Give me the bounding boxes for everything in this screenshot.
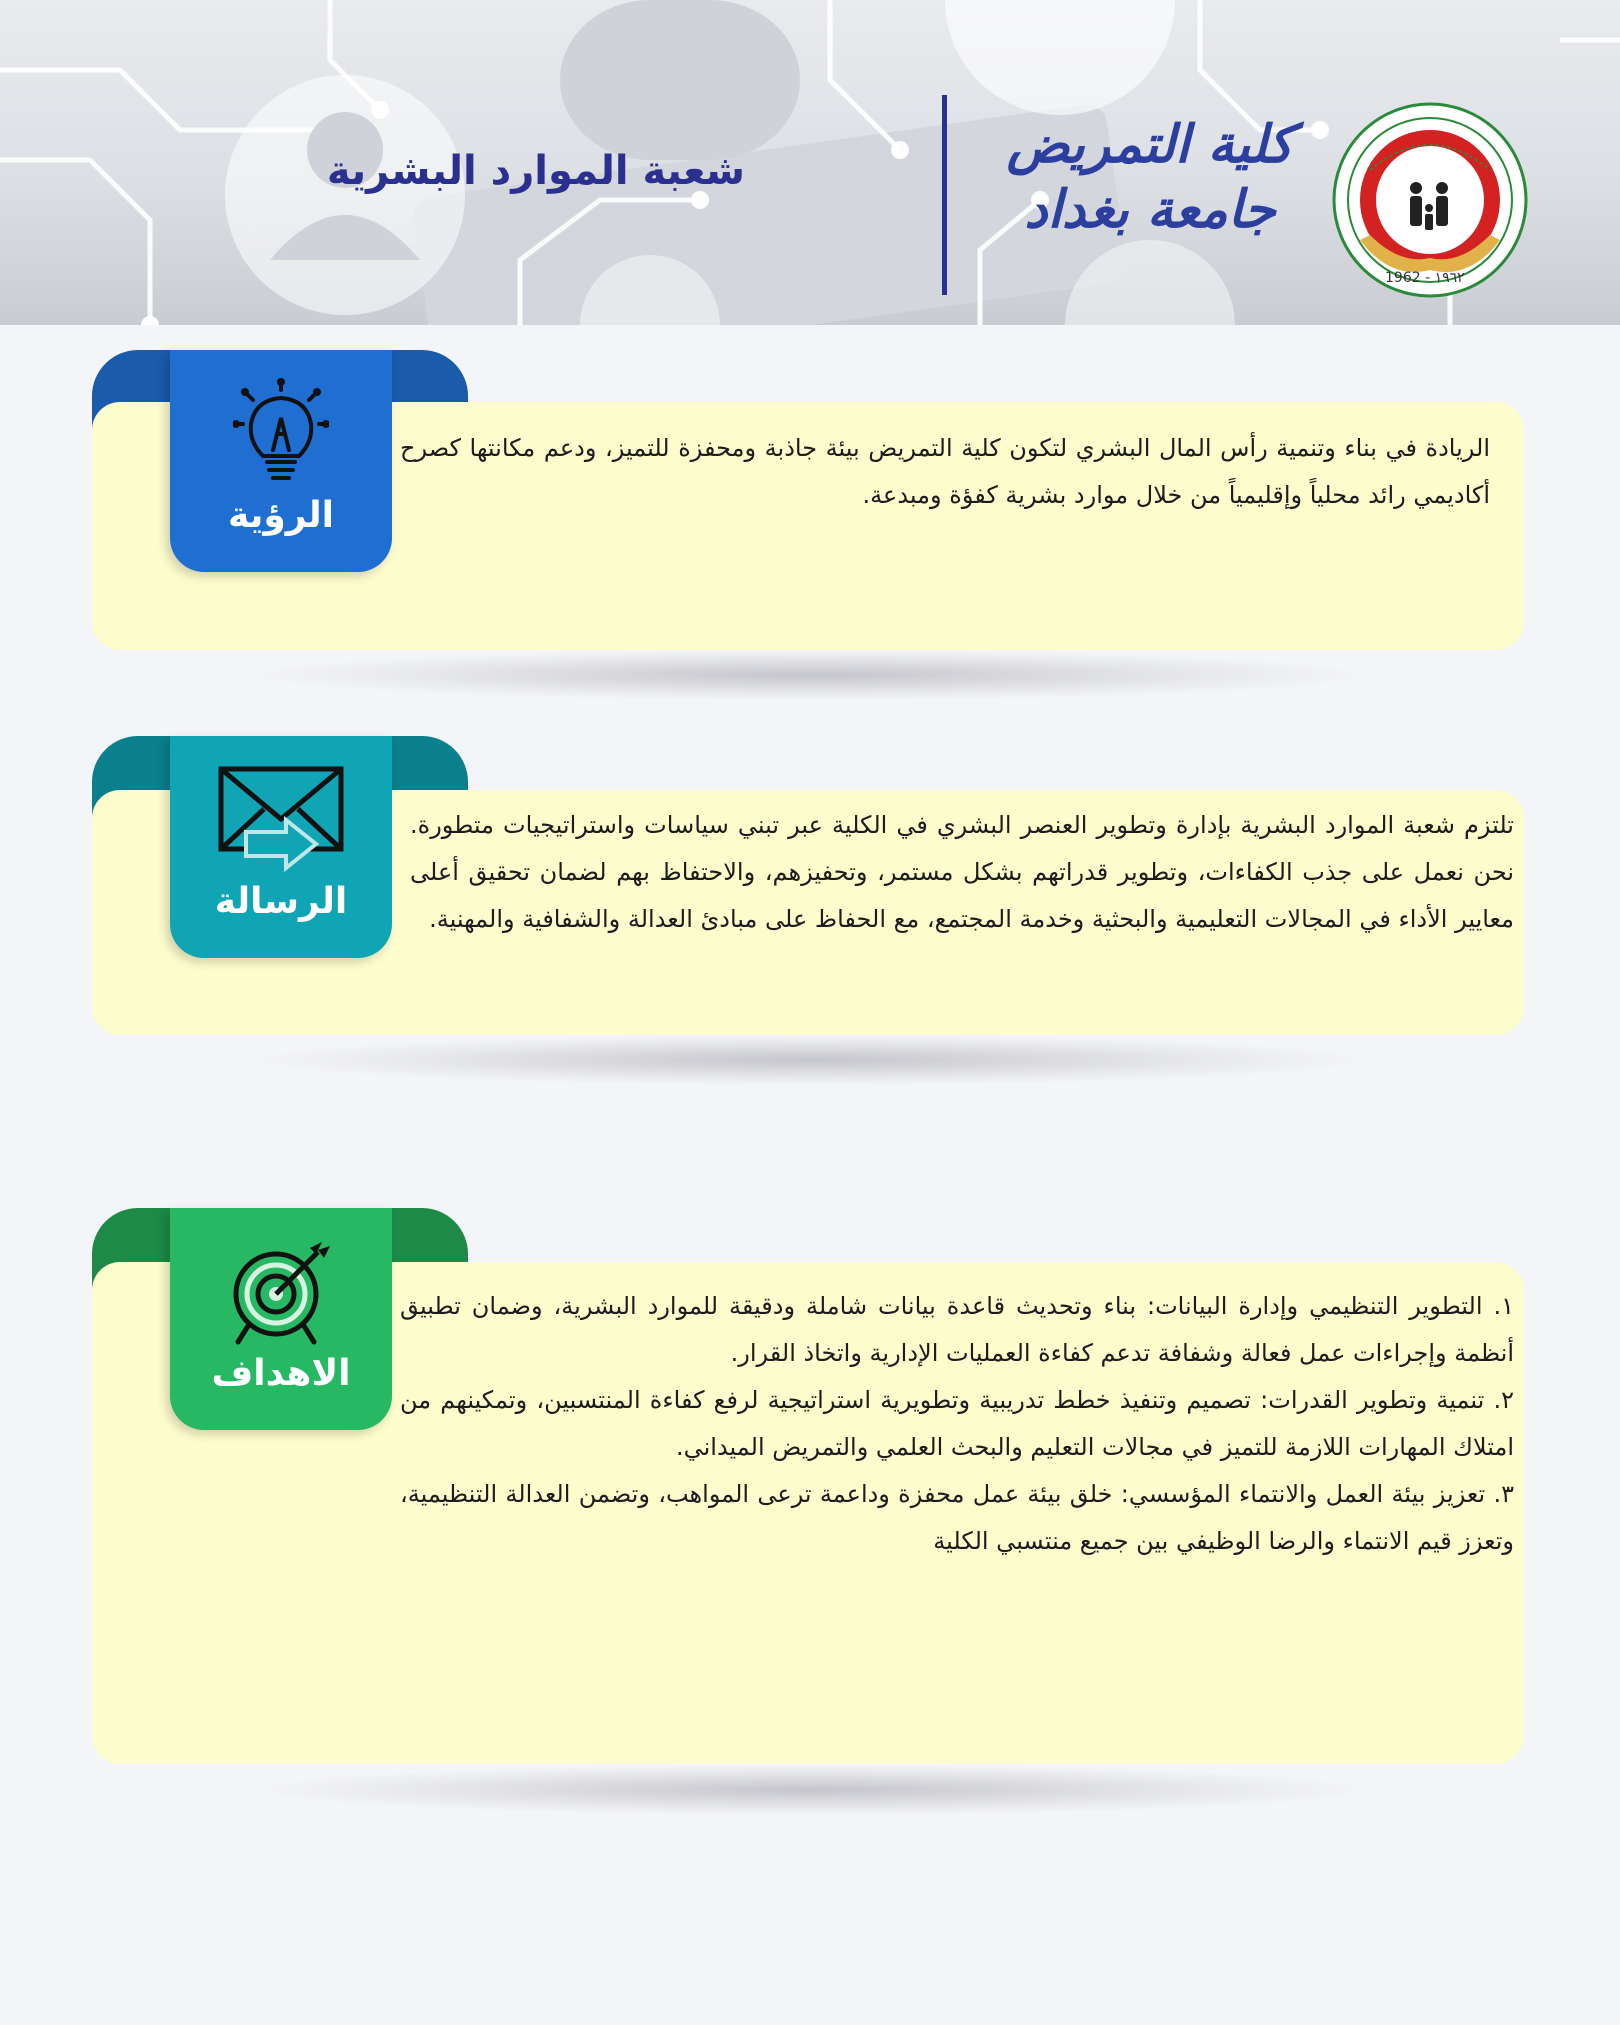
logo-year: 1962 - ١٩٦٢ <box>1385 270 1465 286</box>
vision-label: الرؤية <box>228 495 334 536</box>
goals-list <box>400 1283 1514 1565</box>
mission-badge <box>170 736 392 958</box>
header-banner <box>0 0 1620 325</box>
college-name-line2: جامعة بغداد <box>1024 179 1276 240</box>
person-circle-icon <box>225 75 465 315</box>
goals-badge <box>170 1208 392 1430</box>
goal-item-3: ٣. تعزيز بيئة العمل والانتماء المؤسسي: خلق بيئة عمل محفزة وداعمة ترعى المواهب، وتضمن العدالة التنظيمية، وتعزز قيم الانتماء والرضا الوظيفي بين جميع منتسبي الكلية <box>400 1480 1514 1555</box>
goal-item-1: ١. التطوير التنظيمي وإدارة البيانات: بناء وتحديث قاعدة بيانات شاملة ودقيقة للموارد البشرية، وضمان تطبيق أنظمة وإجراءات عمل فعالة وشفافة تدعم كفاءة العمليات الإدارية واتخاذ القرار. <box>400 1292 1514 1367</box>
college-name-line1: كلية التمريض <box>1006 114 1294 175</box>
mission-text: تلتزم شعبة الموارد البشرية بإدارة وتطوير العنصر البشري في الكلية عبر تبني سياسات واستراتيجيات متطورة. نحن نعمل على جذب الكفاءات، وتطوير قدراتهم بشكل مستمر، وتحفيزهم، والاحتفاظ بهم لضمان تحقيق أعلى معايير الأداء في المجالات التعليمية والبحثية وخدمة المجتمع، مع الحفاظ على مبادئ العدالة والشفافية والمهنية. <box>410 811 1514 933</box>
college-name <box>985 112 1315 242</box>
goals-shadow <box>260 1765 1360 1815</box>
lock-circle-icon <box>945 0 1175 115</box>
vision-shadow <box>260 650 1360 700</box>
mission-shadow <box>260 1035 1360 1085</box>
lightbulb-pen-icon <box>233 378 329 488</box>
goals-label: الاهداف <box>211 1353 351 1394</box>
target-arrow-icon <box>226 1238 336 1348</box>
header-divider <box>942 95 947 295</box>
goal-item-2: ٢. تنمية وتطوير القدرات: تصميم وتنفيذ خطط تدريبية وتطويرية استراتيجية لرفع كفاءة المنتسبين، وتمكينهم من امتلاك المهارات اللازمة للتميز في مجالات التعليم والبحث العلمي والتمريض الميداني. <box>400 1386 1514 1461</box>
mission-label: الرسالة <box>214 881 348 922</box>
vision-text: الريادة في بناء وتنمية رأس المال البشري لتكون كلية التمريض بيئة جاذبة ومحفزة للتميز، ودعم مكانتها كصرح أكاديمي رائد محلياً وإقليمياً من خلال موارد بشرية كفؤة ومبدعة. <box>400 434 1490 509</box>
envelope-arrow-icon <box>216 764 346 879</box>
page-title: شعبة الموارد البشرية <box>326 148 745 194</box>
vision-badge <box>170 350 392 572</box>
